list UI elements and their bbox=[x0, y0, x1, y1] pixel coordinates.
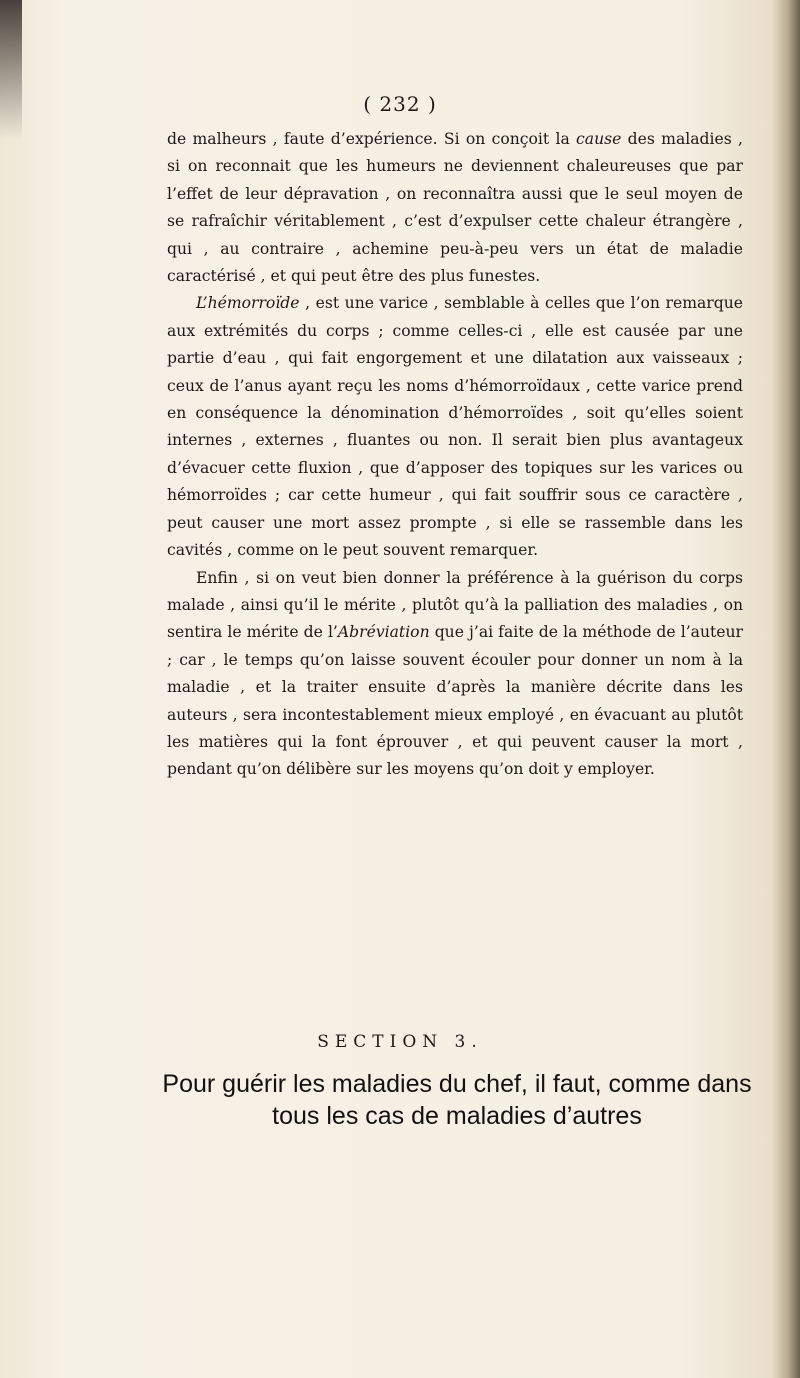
paragraph-2-part-2: , est une varice , semblable à celles que l’on remarque aux extrémités du corps ; comme celles-ci , elle est causée par une partie d’eau , qui fait engorgement et une dilatation aux vaisseaux ; ceux de l’anus ayant reçu les noms d’hémorroïdaux , cette varice prend en conséquence la dénomination d’hémorroïdes , soit qu’elles soient internes , externes , fluantes ou non. Il serait bien plus avantageux d’évacuer cette fluxion , que d’apposer des topiques sur les varices ou hémorroïdes ; car cette humeur , qui fait souffrir sous ce caractère , peut causer une mort assez prompte , si elle se rassemble dans les cavités , comme on le peut souvent remarquer. bbox=[167, 294, 743, 560]
page-number: ( 232 ) bbox=[363, 92, 437, 116]
body-text bbox=[167, 126, 743, 784]
section-title: SECTION 3. bbox=[317, 1032, 483, 1052]
page-corner-shadow bbox=[0, 0, 22, 140]
paragraph-3-part-1: Enfin , si on veut bien donner la préférence à la guérison du corps malade , ainsi qu’il le mérite , plutôt qu’à la palliation des maladies , on sentira le mérite de l’ bbox=[167, 568, 743, 642]
paragraph-3-italic-abreviation: Abréviation bbox=[337, 623, 430, 642]
paragraph-1-part-3: des maladies , si on reconnait que les humeurs ne deviennent chaleureuses que par l’effet de leur dépravation , on reconnaîtra aussi que le seul moyen de se rafraîchir véritablement , c’est d’expulser cette chaleur étrangère , qui , au contraire , achemine peu-à-peu vers un état de maladie caractérisé , et qui peut être des plus funestes. bbox=[167, 130, 743, 286]
paragraph-3 bbox=[167, 565, 743, 784]
paragraph-3-part-3: que j’ai faite de la méthode de l’auteur ; car , le temps qu’on laisse souvent écouler pour donner un nom à la maladie , et la traiter ensuite d’après la manière décrite dans les auteurs , sera incontestablement mieux employé , en évacuant au plutôt les matières qui la font éprouver , et qui peuvent causer la mort , pendant qu’on délibère sur les moyens qu’on doit y employer. bbox=[167, 623, 743, 779]
page-binding-edge bbox=[772, 0, 800, 1378]
paragraph-2 bbox=[167, 290, 743, 564]
paragraph-1-part-1: de malheurs , faute d’expérience. Si on conçoit la bbox=[167, 130, 577, 148]
section-subheading: Pour guérir les maladies du chef, il faut, comme dans tous les cas de maladies d’autres bbox=[162, 1070, 752, 1130]
paragraph-1 bbox=[167, 126, 743, 290]
paragraph-1-italic-cause: cause bbox=[576, 130, 622, 148]
paragraph-2-italic-hemorroide: L’hémorroïde bbox=[196, 294, 300, 313]
